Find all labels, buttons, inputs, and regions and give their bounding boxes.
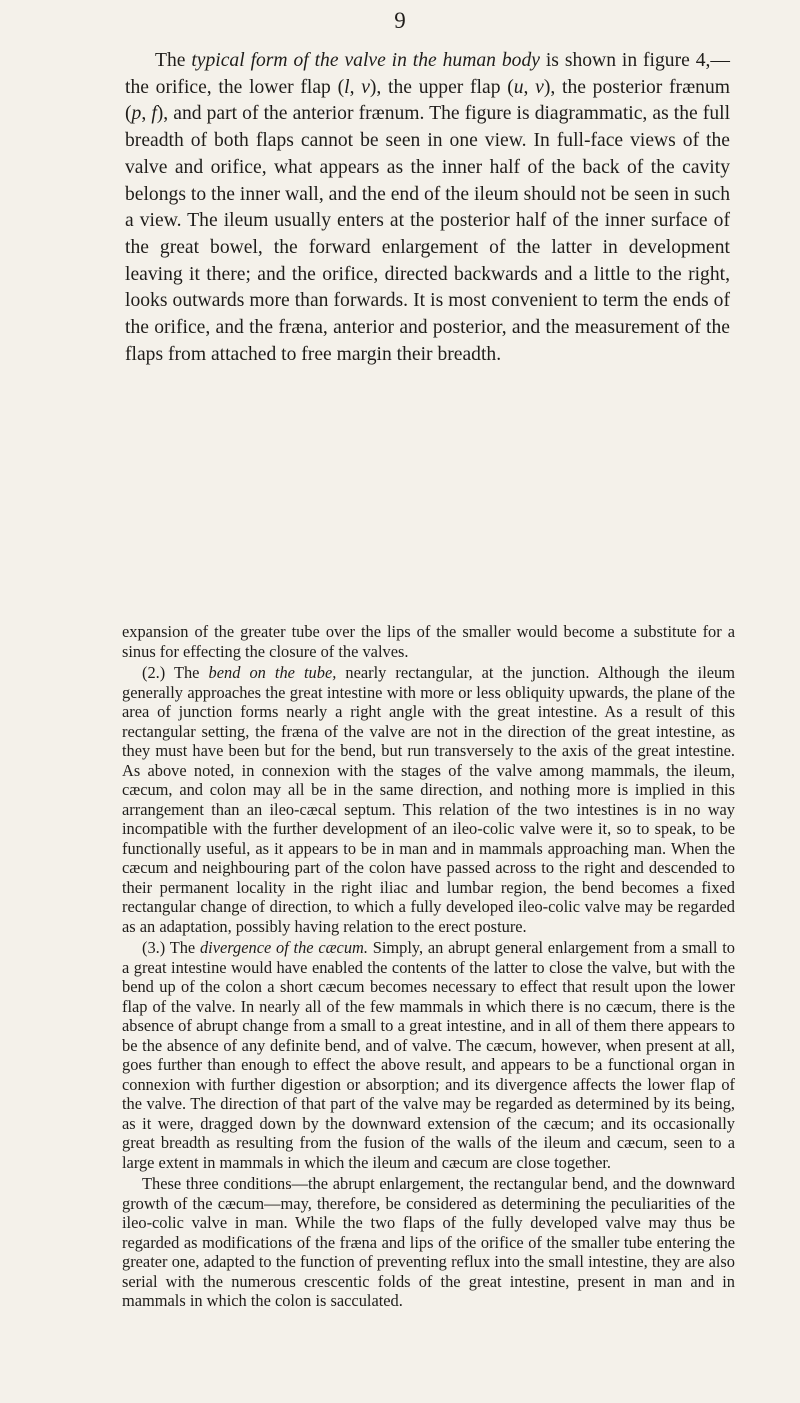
paragraph-expansion: expansion of the greater tube over the lips of the smaller would become a substitute for a sinus for effecting the closure of the valves. [122, 622, 735, 661]
text-run: is shown in figure 4,—the orifice, the lower flap ( [125, 50, 730, 98]
italic-letter: v [361, 76, 370, 98]
text-run: , [523, 76, 536, 98]
italic-letter: p [131, 103, 142, 125]
italic-heading: divergence of the cæcum. [199, 938, 368, 957]
italic-letter: f [151, 103, 157, 125]
italic-phrase: typical form of the valve in the human body [191, 50, 540, 71]
text-run: , [141, 103, 152, 125]
paragraph-bend-on-tube [122, 663, 735, 936]
page-number: 9 [394, 8, 406, 33]
paragraph-typical-form [125, 48, 730, 368]
italic-letter: l [344, 76, 350, 98]
italic-letter: u [513, 76, 524, 98]
text-run: ), and part of the anterior frænum. The figure is diagrammatic, as the full breadth of both flaps cannot be seen in one view. In full-face views of the valve and orifice, what appears as the inner half of the back of the cavity belongs to the inner wall, and the end of the ileum should not be seen in such a view. The ileum usually enters at the posterior half of the inner surface of the great bowel, the forward enlargement of the latter in development leaving it there; and the orifice, directed backwards and a little to the right, looks outwards more than forwards. It is most convenient to term the ends of the orifice, and the fræna, anterior and posterior, and the measurement of the flaps from attached to free margin their breadth. [125, 103, 731, 365]
text-run: , [349, 76, 362, 98]
italic-letter: v [535, 76, 544, 98]
italic-heading: bend on the tube, [208, 663, 337, 682]
text-run: ), the upper flap ( [369, 76, 514, 98]
paragraph-three-conditions: These three conditions—the abrupt enlargement, the rectangular bend, and the downward growth of the cæcum—may, therefore, be considered as determining the peculiarities of the ileo-colic valve in man. While the two flaps of the fully developed valve may thus be regarded as modifications of the fræna and lips of the orifice of the smaller tube entering the greater one, adapted to the function of preventing reflux into the small intestine, they are also serial with the numerous crescentic folds of the great intestine, present in man and in mammals in which the colon is sacculated. [122, 1174, 735, 1310]
text-run: nearly rectangular, at the junction. Although the ileum generally approaches the great intestine with more or less obliquity upwards, the plane of the area of junction forms nearly a right angle with the great intestine. As a result of this rectangular setting, the fræna of the valve are not in the direction of the great intestine, as they must have been but for the bend, but run transversely to the axis of the great intestine. As above noted, in connexion with the stages of the valve among mammals, the ileum, cæcum, and colon may all be in the same direction, and nothing more is implied in this arrangement than an ileo-cæcal septum. This relation of the two intestines is in no way incompatible with the further development of an ileo-colic valve were it, so to speak, to be functionally useful, as it appears to be in man and in mammals approaching man. When the cæcum and neighbouring part of the colon have passed across to the right and descended to their permanent locality in the right iliac and lumbar region, the bend becomes a fixed rectangular change of direction, to which a fully developed ileo-colic valve may be regarded as an adaptation, possibly having relation to the erect posture. [122, 663, 735, 936]
lower-text-block [122, 622, 735, 1313]
paragraph-divergence-caecum [122, 938, 735, 1172]
text-run: (3.) The [142, 938, 200, 957]
text-run: Simply, an abrupt general enlargement from a small to a great intestine would have enabled the contents of the latter to close the valve, but with the bend up of the colon a short cæcum becomes necessary to effect that result upon the lower flap of the valve. In nearly all of the few mammals in which there is no cæcum, there is the absence of abrupt change from a small to a great intestine, and in all of them there appears to be the absence of any definite bend, and of valve. The cæcum, however, when present at all, goes further than enough to effect the above result, and appears to be a functional organ in connexion with further digestion or absorption; and its divergence affects the lower flap of the valve. The direction of that part of the valve may be regarded as determined by its being, as it were, dragged down by the downward extension of the cæcum; and its occasionally great breadth as resulting from the fusion of the walls of the ileum and cæcum, seen to a large extent in mammals in which the ileum and cæcum are close together. [122, 938, 735, 1172]
text-run: ), the posterior frænum ( [125, 76, 730, 125]
text-run: (2.) The [142, 663, 209, 682]
text-run: The [155, 50, 192, 71]
